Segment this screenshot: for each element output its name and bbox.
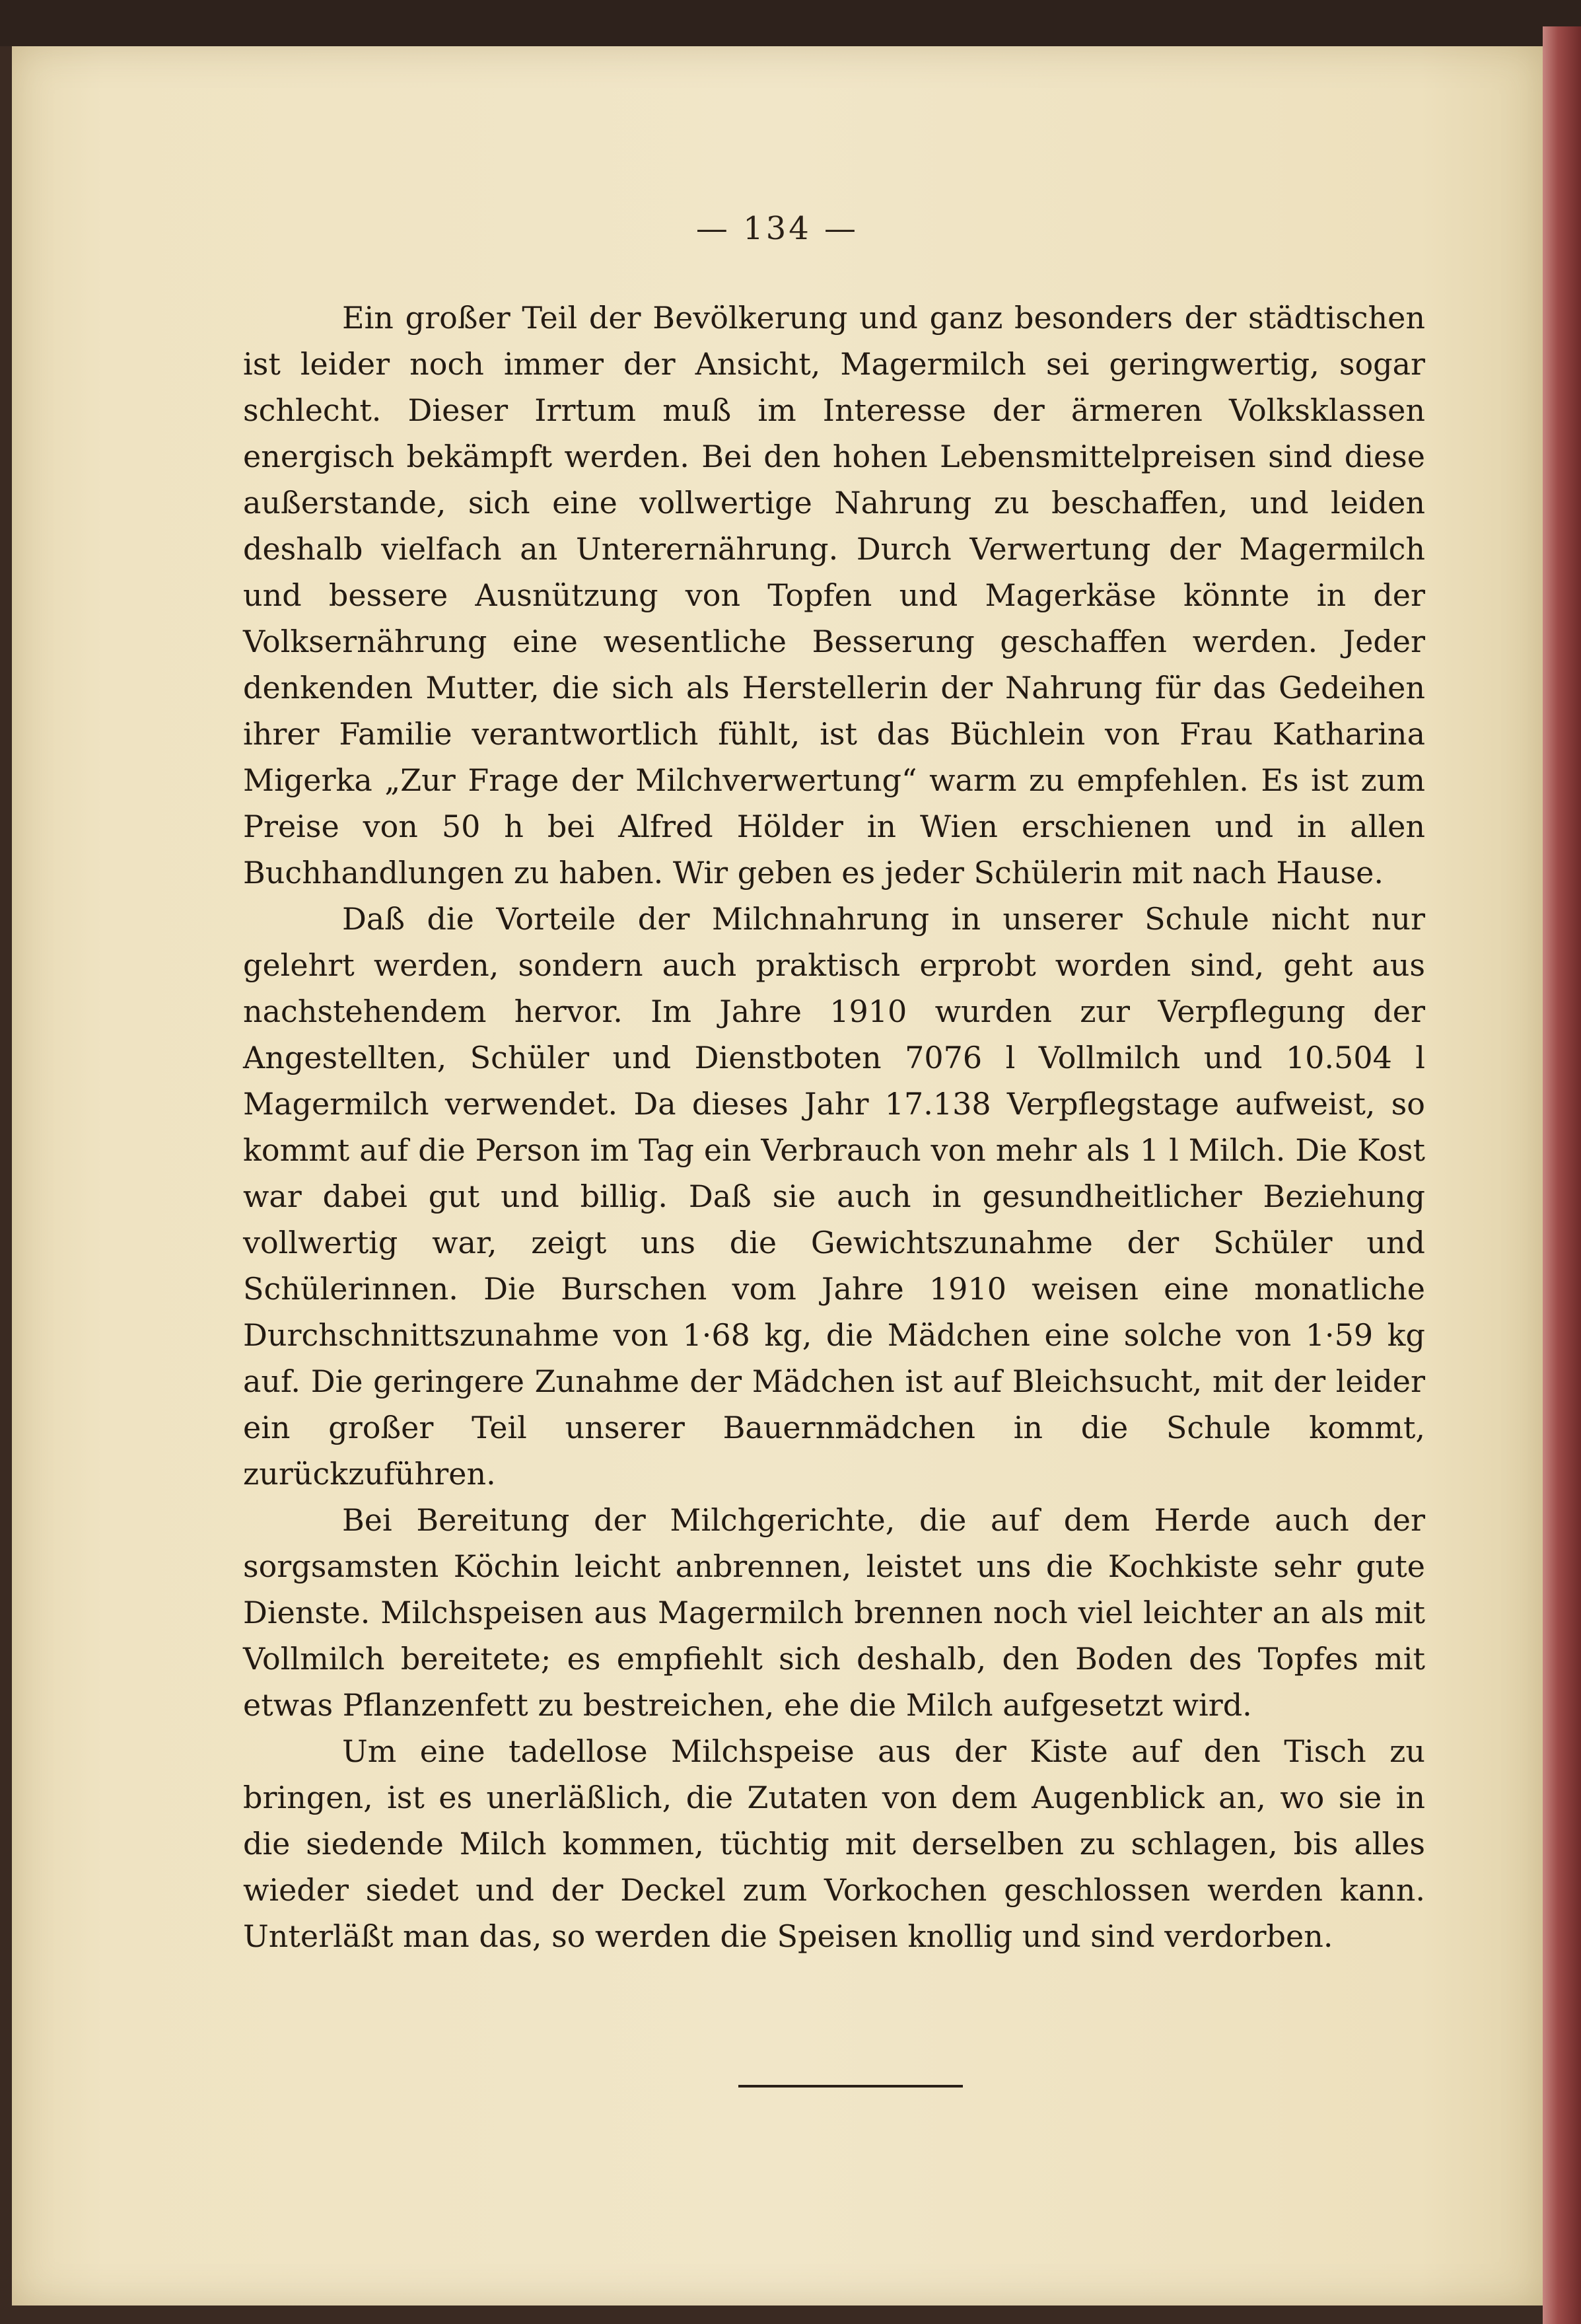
body-text [243, 295, 1425, 1959]
paragraph-2: Daß die Vorteile der Milchnahrung in unserer Schule nicht nur gelehrt werden, sondern auch praktisch erprobt worden sind, geht aus nachstehendem hervor. Im Jahre 1910 wurden zur Verpflegung der Angestellten, Schüler und Dienstboten 7076 l Vollmilch und 10.504 l Magermilch verwendet. Da dieses Jahr 17.138 Verpflegstage aufweist, so kommt auf die Person im Tag ein Verbrauch von mehr als 1 l Milch. Die Kost war dabei gut und billig. Daß sie auch in gesundheitlicher Beziehung vollwertig war, zeigt uns die Gewichtszunahme der Schüler und Schülerinnen. Die Burschen vom Jahre 1910 weisen eine monatliche Durchschnittszunahme von 1·68 kg, die Mädchen eine solche von 1·59 kg auf. Die geringere Zunahme der Mädchen ist auf Bleichsucht, mit der leider ein großer Teil unserer Bauernmädchen in die Schule kommt, zurückzuführen. [243, 901, 1425, 1492]
paragraph-4: Um eine tadellose Milchspeise aus der Kiste auf den Tisch zu bringen, ist es unerläßlich, die Zutaten von dem Augenblick an, wo sie in die siedende Milch kommen, tüchtig mit derselben zu schlagen, bis alles wieder siedet und der Deckel zum Vorkochen geschlossen werden kann. Unterläßt man das, so werden die Speisen knollig und sind verdorben. [243, 1733, 1425, 1954]
paragraph-3: Bei Bereitung der Milchgerichte, die auf dem Herde auch der sorgsamsten Köchin leicht anbrennen, leistet uns die Kochkiste sehr gute Dienste. Milchspeisen aus Magermilch brennen noch viel leichter an als mit Vollmilch bereitete; es empfiehlt sich deshalb, den Boden des Topfes mit etwas Pflanzenfett zu bestreichen, ehe die Milch aufgesetzt wird. [243, 1502, 1425, 1723]
closing-rule [738, 2085, 963, 2088]
page-number: — 134 — [695, 210, 859, 247]
scan-top-border [0, 0, 1581, 46]
book-cover-edge [1543, 26, 1581, 2324]
book-page [12, 46, 1543, 2306]
paragraph-1: Ein großer Teil der Bevölkerung und ganz besonders der städtischen ist leider noch immer der Ansicht, Magermilch sei geringwertig, sogar schlecht. Dieser Irrtum muß im Interesse der ärmeren Volksklassen energisch bekämpft werden. Bei den hohen Lebensmittelpreisen sind diese außerstande, sich eine vollwertige Nahrung zu beschaffen, und leiden deshalb vielfach an Unterernährung. Durch Verwertung der Magermilch und bessere Ausnützung von Topfen und Magerkäse könnte in der Volksernährung eine wesentliche Besserung geschaffen werden. Jeder denkenden Mutter, die sich als Herstellerin der Nahrung für das Gedeihen ihrer Familie verantwortlich fühlt, ist das Büchlein von Frau Katharina Migerka „Zur Frage der Milchverwertung“ warm zu empfehlen. Es ist zum Preise von 50 h bei Alfred Hölder in Wien erschienen und in allen Buchhandlungen zu haben. Wir geben es jeder Schülerin mit nach Hause. [243, 300, 1425, 890]
